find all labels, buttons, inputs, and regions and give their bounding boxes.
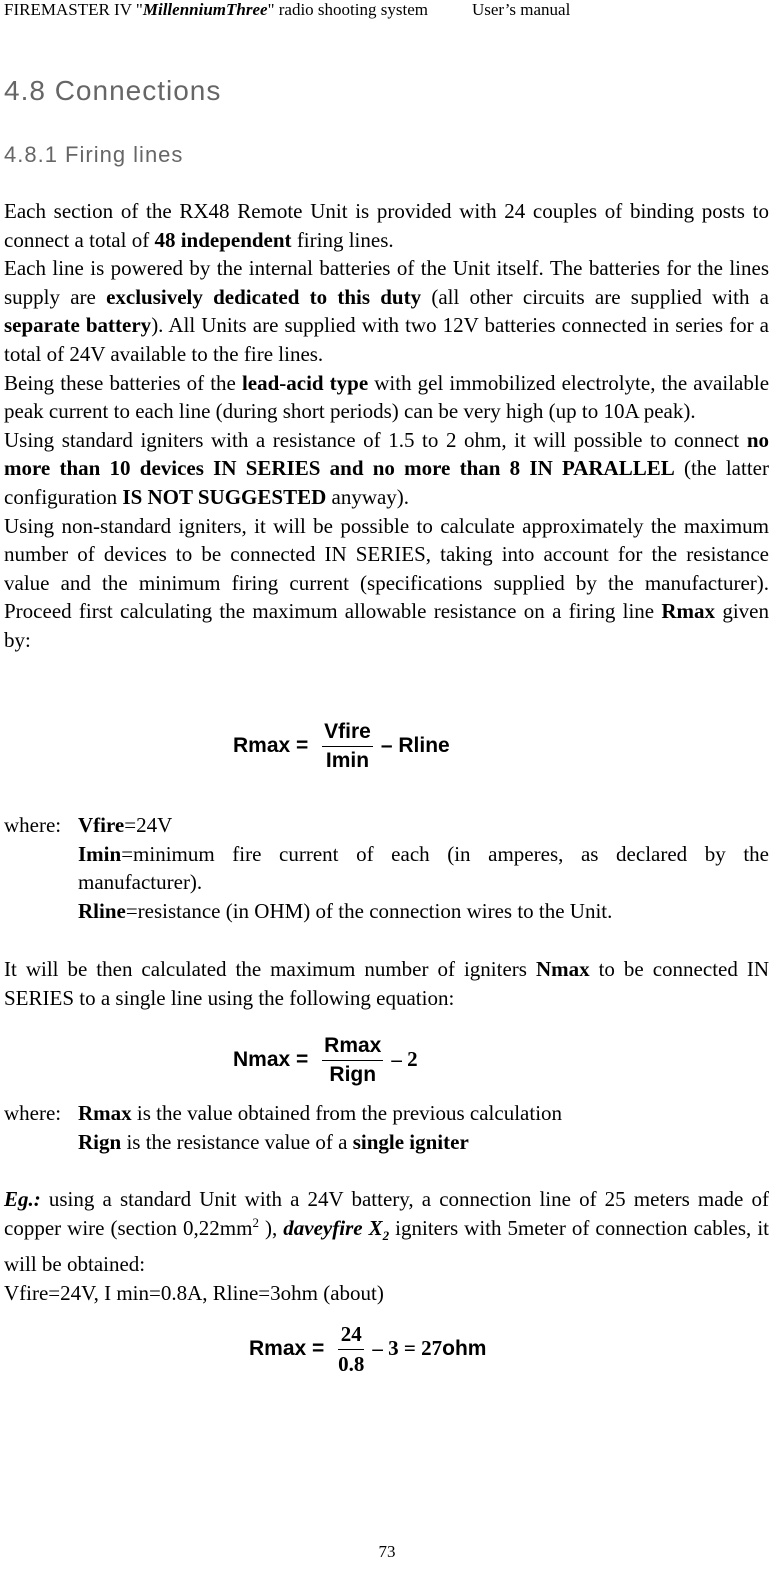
section-subtitle: 4.8.1 Firing lines [4,142,184,167]
body-text [4,197,769,655]
equation-rmax: Rmax = $\frac{\text{Vfire}}{Imin}$ – Rline [233,720,450,772]
header-product-suffix: " radio shooting system [267,0,428,19]
fraction: $\frac{\text{Vfire}}{Imin}$ [324,720,371,772]
header-product: FIREMASTER IV " [4,0,143,19]
equation-example: Rmax = $\frac{24}{0.8}$ – 3 = 27ohm [249,1322,487,1376]
fraction: $\frac{Rmax}{\text{Rign}}$ [324,1034,382,1086]
page-header [4,0,570,20]
paragraph-2: Each line is powered by the internal batteries of the Unit itself. The batteries for the lines supply are exclusively dedicated to this duty (all other circuits are supplied with a separate battery). All Units are supplied with two 12V batteries connected in series for a total of 24V available to the fire lines. [4,256,769,366]
paragraph-6: It will be then calculated the maximum number of igniters Nmax to be connected IN SERIES to a single line using the following equation: [4,957,770,1010]
header-manual: User’s manual [471,0,571,19]
section-title: 4.8 Connections [4,75,222,106]
page-number: 73 [378,1542,396,1561]
where-block-2: where: Rmax is the value obtained from the previous calculation Rign is the resistance value of a single igniter [4,1101,563,1154]
paragraph-4: Using standard igniters with a resistance of 1.5 to 2 ohm, it will possible to connect no more than 10 devices IN SERIES and no more than 8 IN PARALLEL (the latter configuration IS NOT SUGGESTED anyway). [4,427,769,509]
where-block-1: where: Vfire=24V Imin=minimum fire current of each (in amperes, as declared by the manufacturer). Rline=resistance (in OHM) of the connection wires to the Unit. [4,813,769,923]
fraction: $\frac{24}{0.8}$ [338,1322,365,1376]
example-paragraph: Eg.: using a standard Unit with a 24V battery, a connection line of 25 meters made of copper wire (section $0,22mm^2$ ), daveyfire $X_2$ igniters with 5meter of connection cables, it will be obtained: Vfire=24V, I min=0.8A, Rline=3ohm (about) [4,1187,770,1305]
paragraph-5: Using non-standard igniters, it will be possible to calculate approximately the maximum number of devices to be connected IN SERIES, taking into account for the resistance value and the minimum firing current (specifications supplied by the manufacturer). Proceed first calculating the maximum allowable resistance on a firing line Rmax given by: [4,513,769,652]
paragraph-3: Being these batteries of the lead-acid type with gel immobilized electrolyte, the available peak current to each line (during short periods) can be very high (up to 10A peak). [4,370,770,424]
equation-nmax: Nmax = $\frac{Rmax}{\text{Rign}}$ – 2 [233,1034,418,1086]
header-product-name: MillenniumThree [142,0,268,19]
paragraph-1: Each section of the RX48 Remote Unit is provided with 24 couples of binding posts to connect a total of 48 independent firing lines. [4,199,769,252]
